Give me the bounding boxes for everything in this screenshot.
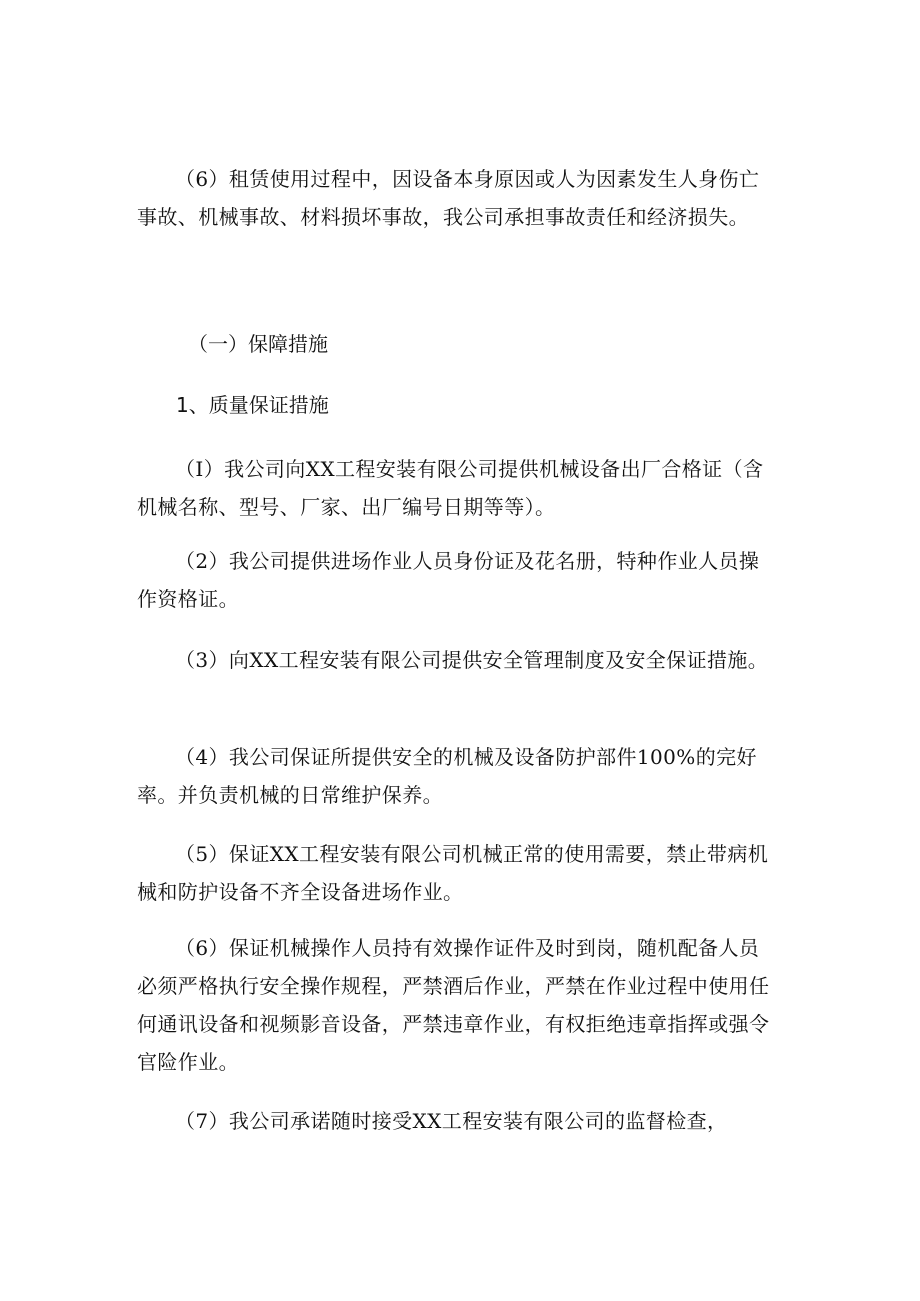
subsection-title: 1、质量保证措施	[176, 393, 329, 417]
list-item: （I）我公司向XX工程安装有限公司提供机械设备出厂合格证（含机械名称、型号、厂家、出厂编号日期等等）。	[137, 457, 764, 519]
list-item: （4）我公司保证所提供安全的机械及设备防护部件100%的完好率。并负责机械的日常维护保养。	[137, 745, 757, 807]
list-item: （2）我公司提供进场作业人员身份证及花名册，特种作业人员操作资格证。	[137, 549, 760, 611]
section-title: （一）保障措施	[188, 332, 328, 356]
intro-paragraph: （6）租赁使用过程中，因设备本身原因或人为因素发生人身伤亡事故、机械事故、材料损坏事故，我公司承担事故责任和经济损失。	[137, 167, 760, 229]
list-item: （7）我公司承诺随时接受XX工程安装有限公司的监督检查，	[175, 1109, 728, 1133]
list-item: （6）保证机械操作人员持有效操作证件及时到岗，随机配备人员必须严格执行安全操作规程，严禁酒后作业，严禁在作业过程中使用任何通讯设备和视频影音设备，严禁违章作业，有权拒绝违章指挥或强令官险作业。	[137, 936, 770, 1074]
list-item: （5）保证XX工程安装有限公司机械正常的使用需要，禁止带病机械和防护设备不齐全设备进场作业。	[137, 842, 769, 904]
list-item: （3）向XX工程安装有限公司提供安全管理制度及安全保证措施。	[175, 648, 769, 672]
